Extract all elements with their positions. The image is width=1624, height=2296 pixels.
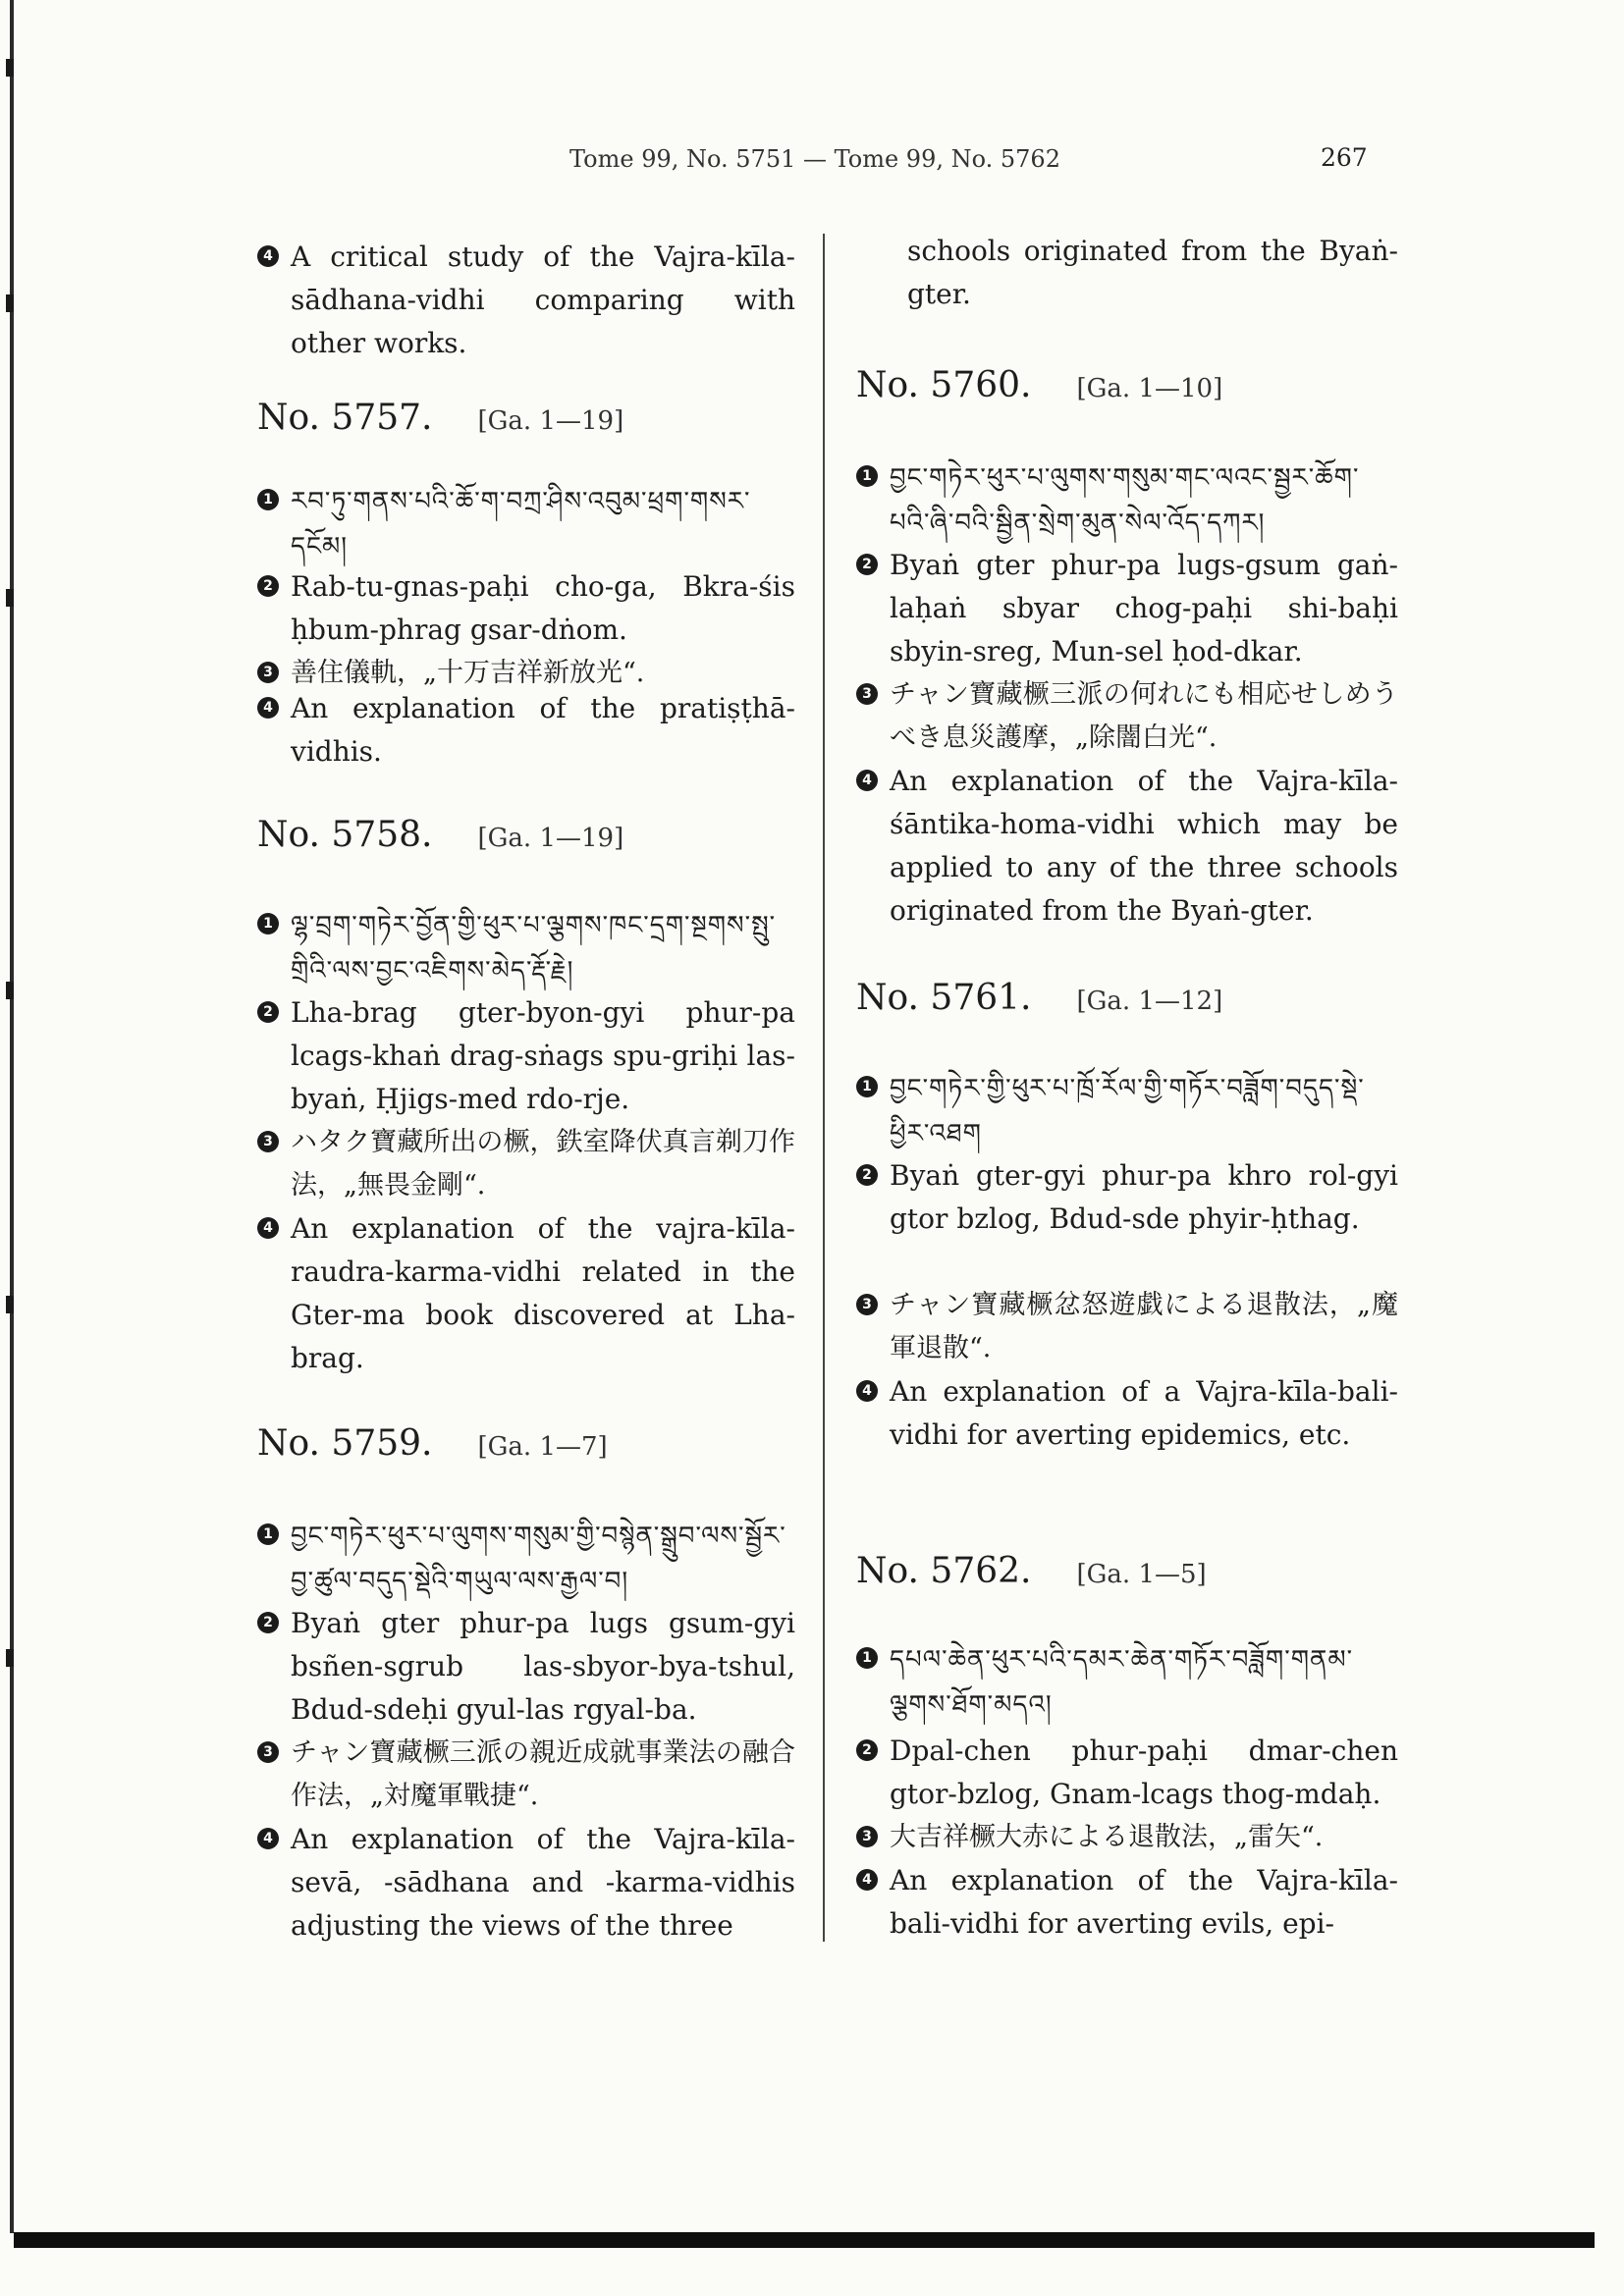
marker-3-icon: 3 <box>856 683 878 705</box>
binding-mark <box>6 982 14 999</box>
item-text: チャン寶藏橛三派の親近成就事業法の融合作法，„対魔軍戰捷“. <box>291 1737 795 1811</box>
running-header: Tome 99, No. 5751 — Tome 99, No. 5762 <box>569 145 1060 173</box>
item-text: བྱང་གཏེར་ཕུར་པ་ལུགས་གསུམ་གྱི་བསྙེན་སྒྲུབ་ལས་སྦྱོར་བྱ་ཚུལ་བདུད་སྡེའི་གཡུལ་ལས་རྒྱལ་བ། <box>291 1522 786 1596</box>
item-text: བྱང་གཏེར་ཕུར་པ་ལུགས་གསུམ་གང་ལའང་སྦྱར་ཆོག་པའི་ཞི་བའི་སྦྱིན་སྲེག་མུན་སེལ་འོད་དཀར། <box>890 463 1360 538</box>
continuation-text: schools originated from the Byaṅ-gter. <box>907 235 1398 310</box>
entry-range: [Ga. 1—19] <box>477 824 624 853</box>
entry-5757-romanized <box>257 565 795 652</box>
marker-4-icon: 4 <box>257 245 279 267</box>
marker-3-icon: 3 <box>856 1294 878 1315</box>
entry-5758-japanese <box>257 1121 795 1207</box>
marker-3-icon: 3 <box>257 1131 279 1152</box>
item-text: Rab-tu-gnas-paḥi cho-ga, Bkra-śis ḥbum-phrag gsar-dṅom. <box>291 570 795 646</box>
entry-number: No. 5760. <box>856 365 1032 405</box>
marker-1-icon: 1 <box>856 1076 878 1097</box>
marker-4-icon: 4 <box>856 1869 878 1891</box>
marker-3-icon: 3 <box>856 1826 878 1847</box>
marker-4-icon: 4 <box>257 697 279 719</box>
entry-range: [Ga. 1—5] <box>1076 1560 1207 1589</box>
marker-2-icon: 2 <box>257 1612 279 1633</box>
entry-number: No. 5758. <box>257 815 433 855</box>
entry-5759-english <box>257 1818 795 1948</box>
entry-range: [Ga. 1—19] <box>477 406 624 436</box>
item-text: ལྷ་བྲག་གཏེར་བྱོན་གྱི་ཕུར་པ་ལྕགས་ཁང་དྲག་སྔགས་སྤུ་གྲིའི་ལས་བྱང་འཇིགས་མེད་རྡོ་རྗེ། <box>291 911 777 986</box>
entry-5761-title <box>856 978 1222 1018</box>
marker-2-icon: 2 <box>856 554 878 575</box>
marker-1-icon: 1 <box>856 1647 878 1669</box>
item-text: An explanation of the Vajra-kīla-bali-vidhi for averting evils, epi- <box>890 1864 1398 1940</box>
marker-4-icon: 4 <box>856 1380 878 1402</box>
entry-range: [Ga. 1—10] <box>1076 374 1223 403</box>
item-text: Lha-brag gter-byon-gyi phur-pa lcags-khaṅ drag-sṅags spu-griḥi las-byaṅ, Ḥjigs-med rdo-rje. <box>291 996 795 1115</box>
item-text: Byaṅ gter phur-pa lugs-gsum gaṅ-laḥaṅ sbyar chog-paḥi shi-baḥi sbyin-sreg, Mun-sel ḥod-dkar. <box>890 549 1398 667</box>
entry-5758-english <box>257 1207 795 1380</box>
marker-1-icon: 1 <box>257 489 279 510</box>
intro-english <box>257 236 795 365</box>
marker-2-icon: 2 <box>856 1739 878 1761</box>
item-text: ハタク寶藏所出の橛，鉄室降伏真言剃刀作法，„無畏金剛“. <box>291 1127 795 1201</box>
marker-1-icon: 1 <box>257 1523 279 1545</box>
item-text: དཔལ་ཆེན་ཕུར་པའི་དམར་ཆེན་གཏོར་བཟློག་གནམ་ལྕགས་ཐོག་མདའ། <box>890 1645 1354 1720</box>
entry-5759-japanese <box>257 1732 795 1818</box>
item-text: An explanation of the vajra-kīla-raudra-karma-vidhi related in the Gter-ma book discovered at Lha-brag. <box>291 1212 795 1374</box>
binding-mark <box>6 589 14 607</box>
entry-5758-romanized <box>257 991 795 1121</box>
entry-number: No. 5759. <box>257 1423 433 1464</box>
entry-5760-title <box>856 365 1222 405</box>
item-text: チャン寶藏橛三派の何れにも相応せしめうべき息災護摩，„除闇白光“. <box>890 679 1398 753</box>
entry-5761-japanese <box>856 1284 1398 1370</box>
binding-mark <box>6 294 14 312</box>
binding-mark <box>6 1296 14 1313</box>
item-text: Byaṅ gter phur-pa lugs gsum-gyi bsñen-sgrub las-sbyor-bya-tshul, Bdud-sdeḥi gyul-las rgyal-ba. <box>291 1607 795 1726</box>
marker-2-icon: 2 <box>856 1164 878 1186</box>
entry-5757-tibetan <box>257 479 795 569</box>
entry-5762-tibetan <box>856 1637 1398 1728</box>
entry-5759-title <box>257 1423 608 1464</box>
binding-mark <box>6 1649 14 1667</box>
entry-5761-romanized <box>856 1154 1398 1241</box>
entry-5762-japanese <box>856 1816 1398 1859</box>
bottom-rule <box>14 2232 1595 2248</box>
entry-5760-japanese <box>856 673 1398 760</box>
entry-5757-english <box>257 687 795 774</box>
marker-4-icon: 4 <box>856 770 878 791</box>
entry-5762-title <box>856 1551 1207 1591</box>
marker-3-icon: 3 <box>257 1741 279 1763</box>
page-number: 267 <box>1321 143 1368 172</box>
item-text: チャン寶藏橛忿怒遊戯による退散法，„魔軍退散“. <box>890 1290 1398 1363</box>
entry-5760-romanized <box>856 544 1398 673</box>
entry-range: [Ga. 1—7] <box>477 1432 608 1462</box>
entry-5762-romanized <box>856 1730 1398 1816</box>
marker-3-icon: 3 <box>257 662 279 683</box>
entry-number: No. 5761. <box>856 978 1032 1018</box>
marker-4-icon: 4 <box>257 1217 279 1239</box>
item-text: An explanation of the Vajra-kīla-śāntika-homa-vidhi which may be applied to any of the three schools originated from the Byaṅ-gter. <box>890 765 1398 927</box>
entry-5758-tibetan <box>257 903 795 993</box>
marker-2-icon: 2 <box>257 1001 279 1023</box>
item-text: An explanation of the pratiṣṭhā-vidhis. <box>291 692 795 768</box>
item-text: An explanation of the Vajra-kīla-sevā, -sādhana and -karma-vidhis adjusting the views of the three <box>291 1823 795 1942</box>
item-text: བྱང་གཏེར་གྱི་ཕུར་པ་ཁྲོ་རོལ་གྱི་གཏོར་བཟློག་བདུད་སྡེ་ཕྱིར་འཐག <box>890 1074 1365 1148</box>
binding-edge <box>10 0 14 2233</box>
item-text: 善住儀軌，„十万吉祥新放光“. <box>291 658 645 688</box>
entry-5760-tibetan <box>856 455 1398 546</box>
entry-range: [Ga. 1—12] <box>1076 987 1223 1016</box>
binding-mark <box>6 59 14 77</box>
marker-1-icon: 1 <box>257 913 279 934</box>
item-text: An explanation of a Vajra-kīla-bali-vidhi for averting epidemics, etc. <box>890 1375 1398 1451</box>
entry-5760-english <box>856 760 1398 933</box>
marker-4-icon: 4 <box>257 1828 279 1849</box>
entry-5758-title <box>257 815 623 855</box>
entry-5761-english <box>856 1370 1398 1457</box>
item-text: Byaṅ gter-gyi phur-pa khro rol-gyi gtor bzlog, Bdud-sde phyir-ḥthag. <box>890 1159 1398 1235</box>
item-text: 大吉祥橛大赤による退散法，„雷矢“. <box>890 1822 1324 1852</box>
column-divider <box>823 234 825 1942</box>
item-text: རབ་ཏུ་གནས་པའི་ཆོ་ག་བཀྲ་ཤིས་འབུམ་ཕྲག་གསར་དངོམ། <box>291 487 751 561</box>
entry-5759-tibetan <box>257 1514 795 1604</box>
item-text: A critical study of the Vajra-kīla-sādhana-vidhi comparing with other works. <box>291 240 795 359</box>
item-text: Dpal-chen phur-paḥi dmar-chen gtor-bzlog, Gnam-lcags thog-mdaḥ. <box>890 1735 1398 1810</box>
marker-2-icon: 2 <box>257 575 279 597</box>
entry-number: No. 5757. <box>257 398 433 438</box>
marker-1-icon: 1 <box>856 465 878 487</box>
entry-5762-english <box>856 1859 1398 1946</box>
entry-5759-romanized <box>257 1602 795 1732</box>
entry-5757-title <box>257 398 623 438</box>
entry-number: No. 5762. <box>856 1551 1032 1591</box>
entry-5761-tibetan <box>856 1066 1398 1156</box>
